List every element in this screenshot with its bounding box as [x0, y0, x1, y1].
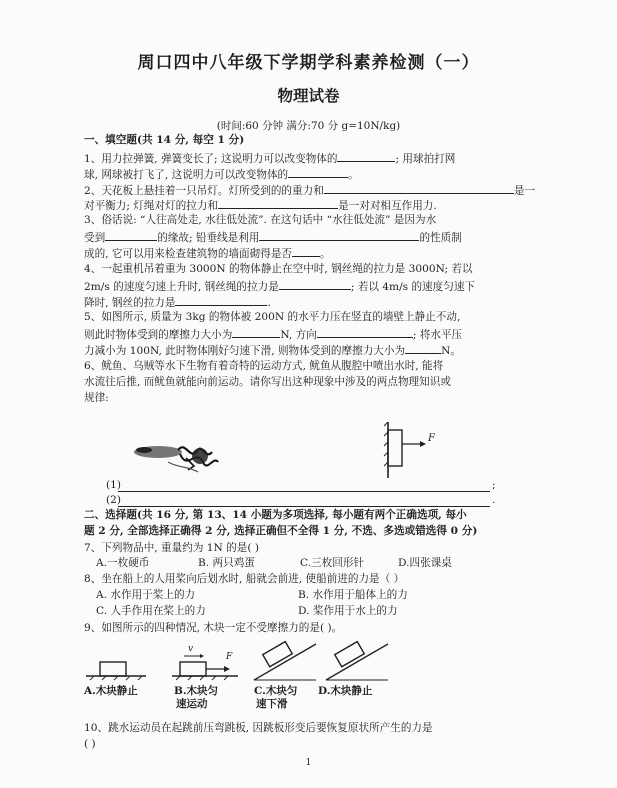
q9-figure-a [84, 650, 148, 680]
exam-info: (时间:60 分钟 满分:70 分 g=10N/kg) [216, 120, 401, 132]
answer2-end: . [492, 494, 496, 506]
q7-option-c[interactable]: C.三枚回形针 [300, 557, 365, 569]
q6-line2: 水流往后推, 而鱿鱼就能向前运动。请你写出这种现象中涉及的两点物理知识或 [84, 376, 451, 388]
q9-figure-c [250, 642, 320, 682]
q9-caption-c-line1[interactable]: C.木块匀 [254, 685, 298, 697]
q2-line1: 2、天花板上悬挂着一只吊灯。灯所受到的的重力和 是一 [84, 182, 535, 198]
page-number: 1 [305, 758, 312, 768]
answer1-line[interactable] [118, 490, 490, 492]
q10-line2: ( ) [84, 738, 96, 750]
q1-blank2[interactable] [288, 166, 348, 178]
q1-line2: 球, 网球被打飞了, 这说明力可以改变物体的 。 [84, 166, 359, 182]
q8-option-a[interactable]: A. 水作用于桨上的力 [96, 589, 196, 601]
q9-stem: 9、如图所示的四种情况, 木块一定不受摩擦力的是( )。 [84, 622, 343, 634]
q4-line2: 2m/s 的速度匀速上升时, 钢丝绳的拉力是 ; 若以 4m/s 的速度匀速下 [84, 278, 475, 294]
q1-blank1[interactable] [337, 150, 395, 162]
q5-line2: 则此时物体受到的摩擦力大小为 N, 方向 ; 将水平压 [84, 326, 462, 342]
q8-option-b[interactable]: B. 水作用于船体上的力 [298, 589, 408, 601]
q4-blank2[interactable] [175, 294, 267, 306]
q2-blank2[interactable] [218, 197, 338, 209]
force-label: F [428, 433, 435, 444]
q5-line1: 5、如图所示, 质量为 3kg 的物体被 200N 的水平力压在竖直的墙壁上静止不动, [84, 311, 461, 323]
answer1-label: (1) [106, 479, 122, 491]
q5-blank1[interactable] [232, 326, 280, 338]
q3-line1: 3、俗话说: “人往高处走, 水往低处流”. 在这句话中 “水往低处流” 是因为水 [84, 214, 437, 226]
q9-figure-d [322, 642, 392, 682]
q4-line1: 4、一起重机吊着重为 3000N 的物体静止在空中时, 钢丝绳的拉力是 3000N; 若以 [84, 263, 473, 275]
q7-stem: 7、下列物品中, 重量约为 1N 的是( ) [84, 542, 259, 554]
q8-option-d[interactable]: D. 桨作用于水上的力 [298, 605, 398, 617]
q10-line1: 10、跳水运动员在起跳前压弯跳板, 因跳板形变后要恢复原状所产生的力是 [84, 722, 433, 734]
q9-caption-b-line1[interactable]: B.木块匀 [174, 685, 219, 697]
q3-blank2[interactable] [259, 229, 419, 241]
q3-line2: 受到 的缘故; 铅垂线是利用 的性质制 [84, 229, 462, 245]
q4-blank1[interactable] [279, 278, 351, 290]
q3-blank1[interactable] [105, 229, 157, 241]
squid-figure [128, 432, 228, 482]
answer2-label: (2) [106, 494, 122, 506]
q3-blank3[interactable] [292, 245, 320, 257]
q4-line3: 降时, 钢丝的拉力是 . [84, 294, 271, 310]
answer1-end: ; [492, 479, 496, 491]
q9-caption-c-line2: 速下滑 [256, 698, 288, 710]
q9-caption-a[interactable]: A.木块静止 [84, 685, 138, 697]
q5-blank3[interactable] [405, 342, 441, 354]
q9-force-label: F [226, 652, 233, 662]
exam-subject: 物理试卷 [277, 86, 340, 105]
q8-option-c[interactable]: C. 人手作用在桨上的力 [96, 605, 206, 617]
wall-block-figure [382, 420, 452, 480]
q7-option-a[interactable]: A.一枚硬币 [96, 557, 150, 569]
section2-heading-line1: 二、选择题(共 16 分, 第 13、14 小题为多项选择, 每小题有两个正确选项, 每小 [84, 509, 467, 521]
q5-line3: 力减小为 100N, 此时物体刚好匀速下滑, 则物体受到的摩擦力大小为 N。 [84, 342, 461, 358]
q9-velocity-label: v [188, 644, 194, 654]
q7-option-d[interactable]: D.四张课桌 [398, 557, 452, 569]
section2-heading-line2: 题 2 分, 全部选择正确得 2 分, 选择正确但不全得 1 分, 不选、多选或错选得 0 分) [84, 525, 478, 537]
q5-blank2[interactable] [317, 326, 413, 338]
q1-line1: 1、用力拉弹簧, 弹簧变长了; 这说明力可以改变物体的 ; 用球拍打网 [84, 150, 455, 166]
q8-stem: 8、坐在船上的人用桨向后划水时, 船就会前进, 使船前进的力是（ ） [84, 573, 405, 585]
q6-line3: 规律: [84, 392, 109, 404]
q3-line3: 成的, 它可以用来检查建筑物的墙面砌得是否 。 [84, 245, 331, 261]
answer2-line[interactable] [118, 505, 490, 507]
q2-line2: 对平衡力; 灯绳对灯的拉力和 是一对对相互作用力. [84, 197, 437, 213]
q7-option-b[interactable]: B. 两只鸡蛋 [198, 557, 255, 569]
section1-heading: 一、填空题(共 14 分, 每空 1 分) [84, 134, 245, 146]
q2-blank1[interactable] [324, 182, 514, 194]
exam-title: 周口四中八年级下学期学科素养检测（一） [137, 53, 480, 73]
q6-line1: 6、鱿鱼、乌贼等水下生物有着奇特的运动方式, 鱿鱼从腹腔中喷出水时, 能将 [84, 360, 444, 372]
q9-caption-b-line2: 速运动 [176, 698, 208, 710]
q9-caption-d[interactable]: D.木块静止 [318, 685, 373, 697]
